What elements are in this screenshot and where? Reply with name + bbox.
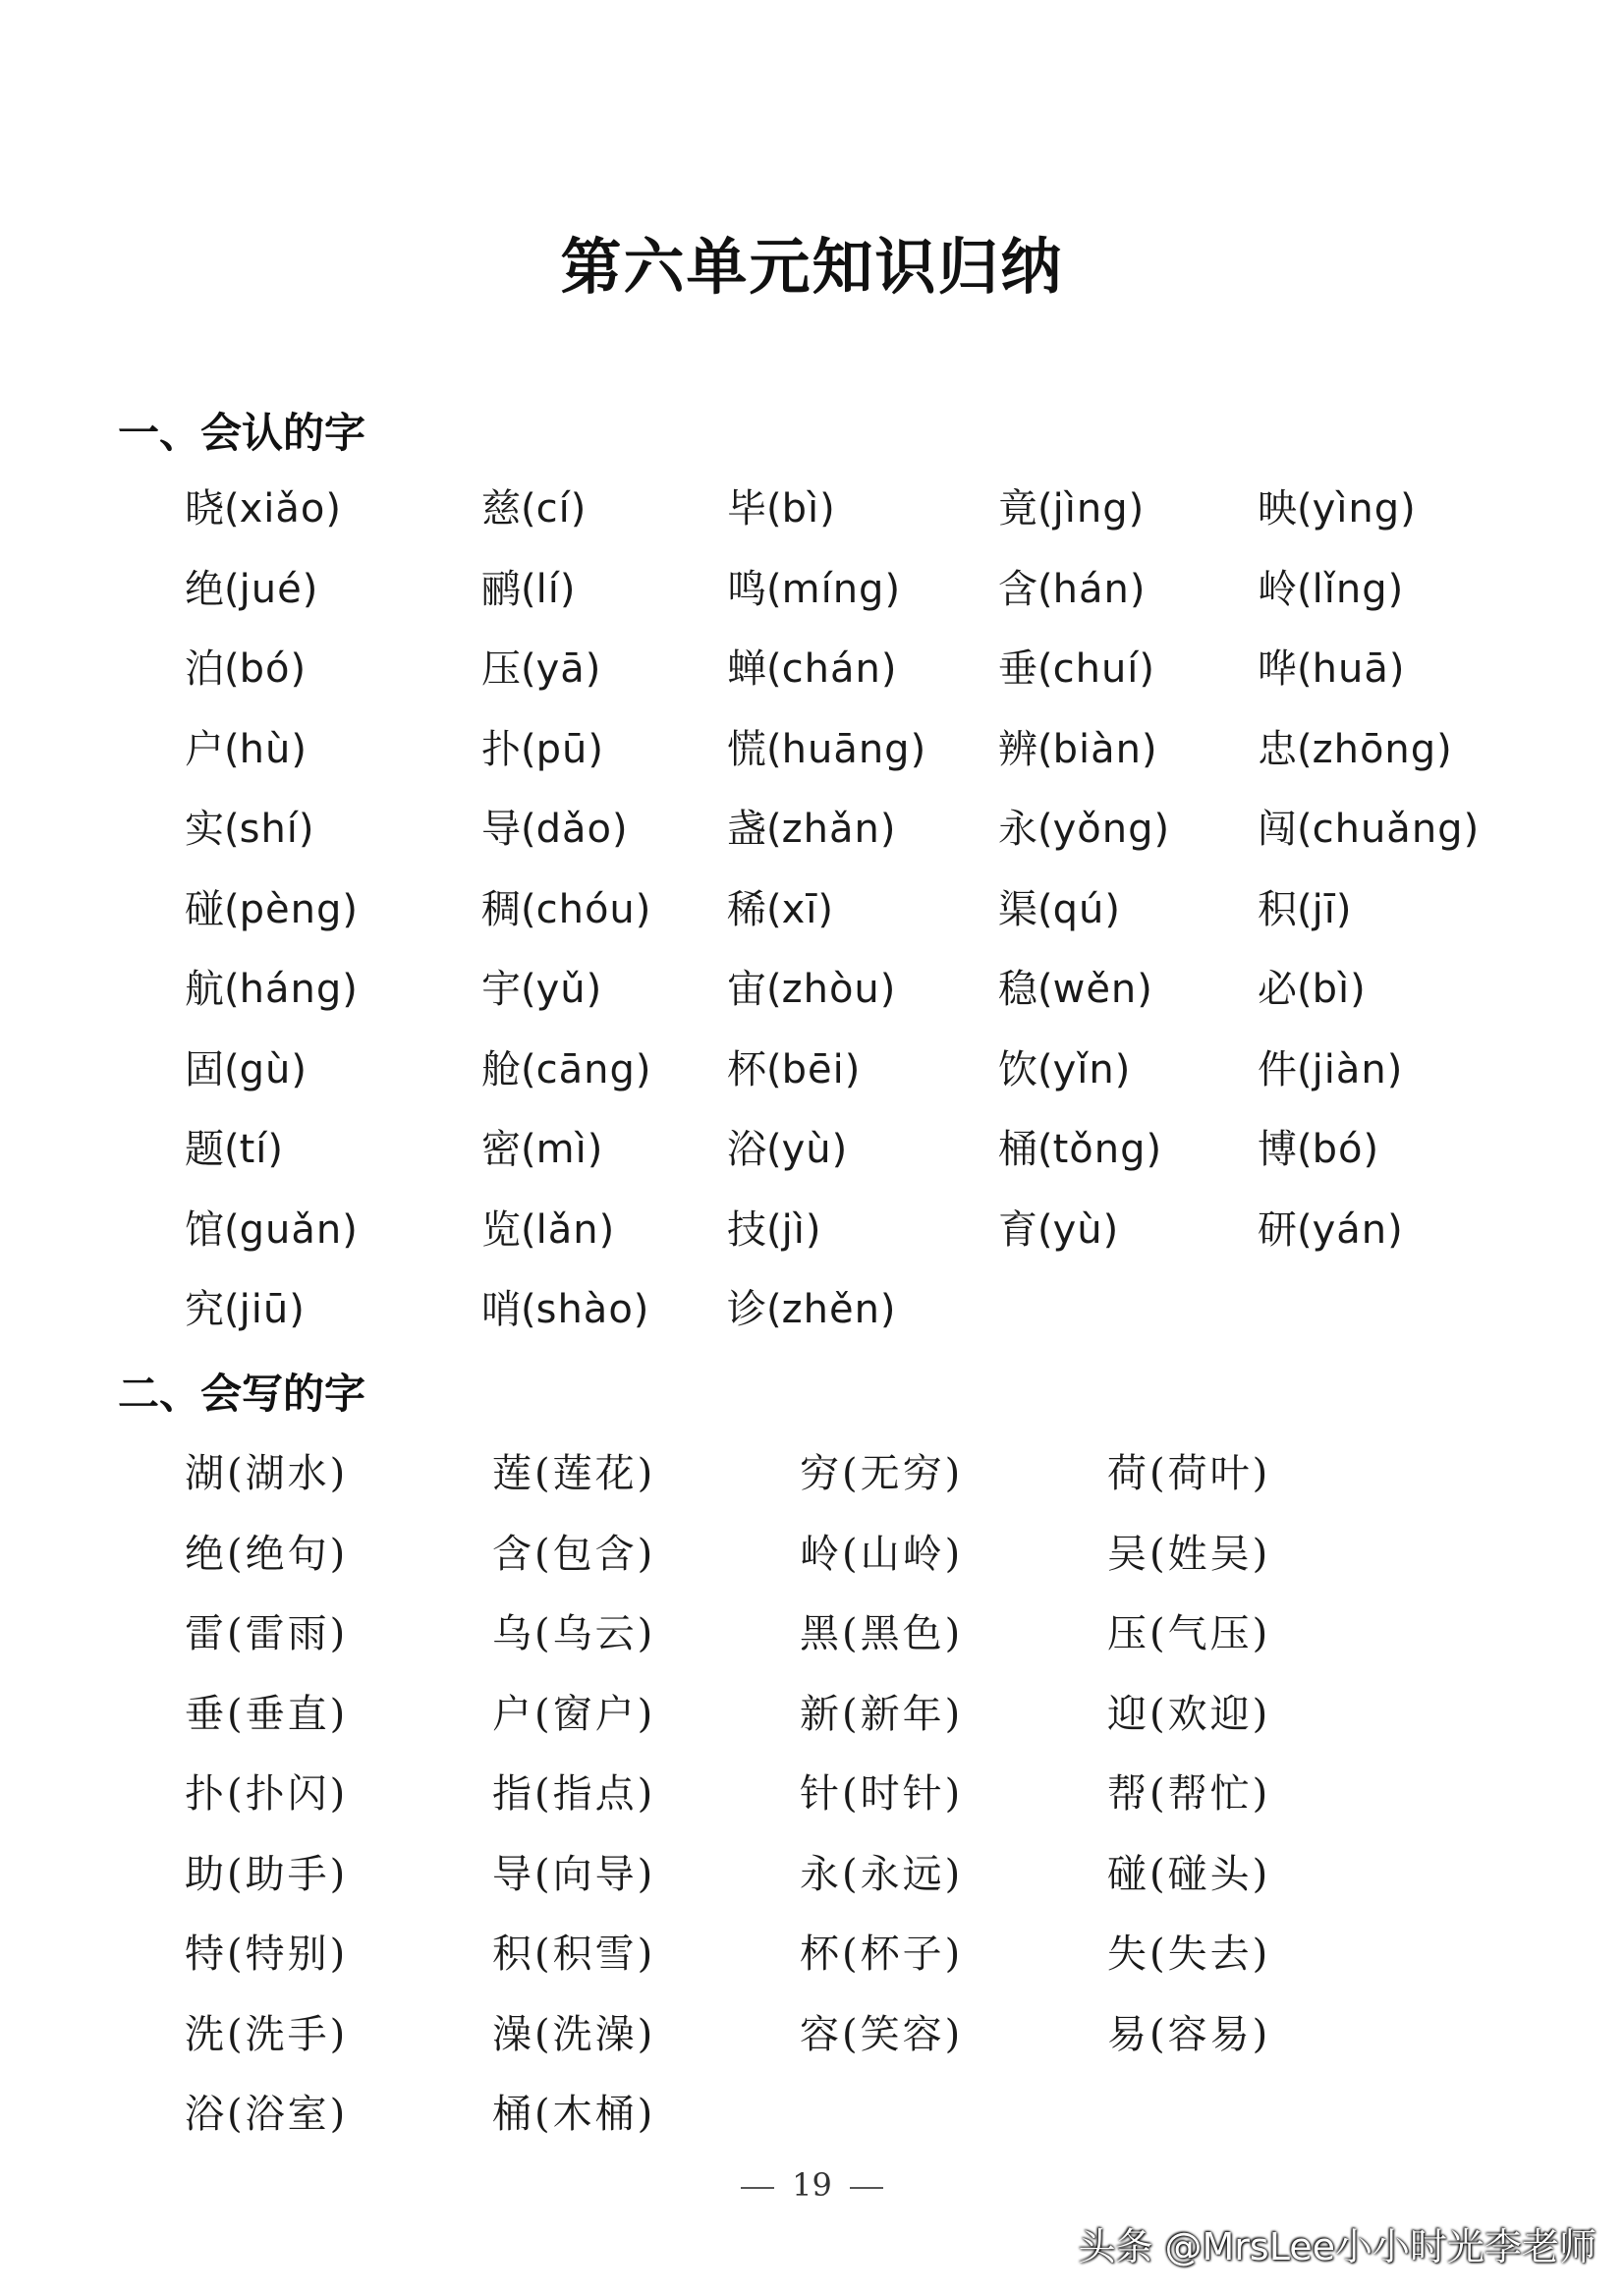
character: 育 <box>998 1206 1037 1253</box>
character: 研 <box>1258 1206 1297 1253</box>
write-item: 永(永远) <box>800 1851 964 1897</box>
recognize-item: 稀(xī) <box>727 886 834 932</box>
recognize-item: 慈(cí) <box>481 486 587 532</box>
write-item: 桶(木桶) <box>492 2092 656 2137</box>
character: 桶 <box>998 1127 1037 1172</box>
pinyin: lǎn <box>535 1206 599 1253</box>
recognize-item: 蝉(chán) <box>727 646 897 692</box>
recognize-item: 览(lǎn) <box>481 1206 615 1253</box>
pinyin: jué <box>239 566 303 612</box>
pinyin: háng <box>239 967 343 1012</box>
character: 绝 <box>185 566 224 612</box>
character: 碰 <box>185 886 224 932</box>
character: 件 <box>1258 1046 1297 1092</box>
character: 密 <box>481 1127 521 1172</box>
pinyin: lǐng <box>1312 566 1388 612</box>
write-item: 绝(绝句) <box>185 1531 349 1577</box>
write-item: 雷(雷雨) <box>185 1611 349 1656</box>
pinyin: lí <box>535 566 560 612</box>
character: 鸣 <box>727 566 766 612</box>
example-word: 欢迎 <box>1167 1691 1253 1737</box>
character: 助 <box>185 1851 227 1897</box>
character: 馆 <box>185 1206 224 1253</box>
recognize-item: 育(yù) <box>998 1206 1119 1253</box>
character: 哨 <box>481 1287 521 1332</box>
character: 题 <box>185 1127 224 1172</box>
character: 澡 <box>492 2011 534 2057</box>
recognize-item: 岭(lǐng) <box>1258 566 1404 612</box>
pinyin: yù <box>781 1127 832 1172</box>
recognize-item: 绝(jué) <box>185 566 318 612</box>
pinyin: bó <box>1312 1127 1364 1172</box>
pinyin: chán <box>781 646 881 692</box>
recognize-item: 馆(guǎn) <box>185 1206 358 1253</box>
pinyin: pèng <box>239 886 343 932</box>
section-heading-recognize: 一、会认的字 <box>118 409 366 457</box>
character: 户 <box>185 726 224 772</box>
character: 扑 <box>185 1771 227 1817</box>
write-item: 扑(扑闪) <box>185 1771 349 1817</box>
character: 稳 <box>998 967 1037 1012</box>
recognize-item: 固(gù) <box>185 1046 307 1092</box>
character: 慈 <box>481 486 521 532</box>
character: 岭 <box>800 1531 842 1577</box>
recognize-item: 杯(bēi) <box>727 1046 861 1092</box>
character: 杯 <box>727 1046 766 1092</box>
character: 浴 <box>185 2092 227 2137</box>
pinyin: tí <box>239 1127 268 1172</box>
character: 航 <box>185 967 224 1012</box>
character: 哗 <box>1258 646 1297 692</box>
recognize-item: 件(jiàn) <box>1258 1046 1403 1092</box>
recognize-item: 永(yǒng) <box>998 807 1170 852</box>
pinyin: hán <box>1052 566 1130 612</box>
pinyin: zhǎn <box>781 807 880 852</box>
pinyin: yán <box>1312 1206 1388 1253</box>
recognize-item: 含(hán) <box>998 566 1146 612</box>
character: 垂 <box>185 1691 227 1737</box>
character: 垂 <box>998 646 1037 692</box>
recognize-item: 闯(chuǎng) <box>1258 807 1480 852</box>
recognize-item: 忠(zhōng) <box>1258 726 1452 772</box>
pinyin: pū <box>535 726 588 772</box>
character: 乌 <box>492 1611 534 1656</box>
example-word: 杯子 <box>860 1932 945 1977</box>
pinyin: chóu <box>535 886 636 932</box>
write-item: 穷(无穷) <box>800 1451 964 1496</box>
example-word: 特别 <box>245 1932 330 1977</box>
recognize-item: 盏(zhǎn) <box>727 807 896 852</box>
character: 易 <box>1107 2011 1149 2057</box>
write-item: 湖(湖水) <box>185 1451 349 1496</box>
example-word: 包含 <box>552 1531 638 1577</box>
pinyin: yā <box>535 646 586 692</box>
character: 含 <box>492 1531 534 1577</box>
recognize-item: 辨(biàn) <box>998 726 1157 772</box>
character: 诊 <box>727 1287 766 1332</box>
recognize-item: 渠(qú) <box>998 886 1120 932</box>
example-word: 新年 <box>860 1691 945 1737</box>
character: 技 <box>727 1206 766 1253</box>
pinyin: tǒng <box>1052 1127 1147 1172</box>
recognize-item: 实(shí) <box>185 807 314 852</box>
character: 鹂 <box>481 566 521 612</box>
pinyin: jī <box>1312 886 1336 932</box>
recognize-item: 积(jī) <box>1258 886 1352 932</box>
example-word: 木桶 <box>552 2092 638 2137</box>
write-item: 杯(杯子) <box>800 1932 964 1977</box>
pinyin: shào <box>535 1287 634 1332</box>
example-word: 扑闪 <box>245 1771 330 1817</box>
recognize-item: 鹂(lí) <box>481 566 576 612</box>
page-number-dash-left <box>741 2187 774 2189</box>
pinyin: yìng <box>1312 486 1401 532</box>
character: 穷 <box>800 1451 842 1496</box>
character: 扑 <box>481 726 521 772</box>
character: 浴 <box>727 1127 766 1172</box>
example-word: 莲花 <box>552 1451 638 1496</box>
character: 渠 <box>998 886 1037 932</box>
example-word: 容易 <box>1167 2011 1253 2057</box>
example-word: 无穷 <box>860 1451 945 1496</box>
example-word: 垂直 <box>245 1691 330 1737</box>
character: 含 <box>998 566 1037 612</box>
pinyin: xī <box>781 886 818 932</box>
recognize-item: 饮(yǐn) <box>998 1046 1131 1092</box>
watermark: 头条 @MrsLee小小时光李老师 <box>1078 2225 1596 2268</box>
recognize-item: 慌(huāng) <box>727 726 926 772</box>
character: 必 <box>1258 967 1297 1012</box>
recognize-item: 博(bó) <box>1258 1127 1379 1172</box>
pinyin: huāng <box>781 726 911 772</box>
write-item: 失(失去) <box>1107 1932 1271 1977</box>
character: 杯 <box>800 1932 842 1977</box>
page-title: 第六单元知识归纳 <box>560 231 1064 303</box>
write-item: 户(窗户) <box>492 1691 656 1737</box>
pinyin: biàn <box>1052 726 1142 772</box>
example-word: 浴室 <box>245 2092 330 2137</box>
write-item: 碰(碰头) <box>1107 1851 1271 1897</box>
page-number-value: 19 <box>792 2166 832 2204</box>
recognize-item: 映(yìng) <box>1258 486 1416 532</box>
write-item: 浴(浴室) <box>185 2092 349 2137</box>
write-item: 荷(荷叶) <box>1107 1451 1271 1496</box>
recognize-item: 宇(yǔ) <box>481 967 602 1012</box>
recognize-item: 毕(bì) <box>727 486 835 532</box>
example-word: 湖水 <box>245 1451 330 1496</box>
pinyin: chuǎng <box>1312 807 1464 852</box>
recognize-item: 导(dǎo) <box>481 807 628 852</box>
character: 户 <box>492 1691 534 1737</box>
write-item: 岭(山岭) <box>800 1531 964 1577</box>
example-word: 洗澡 <box>552 2011 638 2057</box>
character: 博 <box>1258 1127 1297 1172</box>
character: 容 <box>800 2011 842 2057</box>
character: 竟 <box>998 486 1037 532</box>
character: 指 <box>492 1771 534 1817</box>
character: 稠 <box>481 886 521 932</box>
character: 慌 <box>727 726 766 772</box>
recognize-item: 稳(wěn) <box>998 967 1152 1012</box>
write-item: 压(气压) <box>1107 1611 1271 1656</box>
recognize-item: 浴(yù) <box>727 1127 848 1172</box>
pinyin: qú <box>1052 886 1105 932</box>
character: 究 <box>185 1287 224 1332</box>
pinyin: mì <box>535 1127 588 1172</box>
character: 积 <box>492 1932 534 1977</box>
write-item: 吴(姓吴) <box>1107 1531 1271 1577</box>
recognize-item: 宙(zhòu) <box>727 967 896 1012</box>
write-item: 特(特别) <box>185 1932 349 1977</box>
write-item: 新(新年) <box>800 1691 964 1737</box>
recognize-item: 究(jiū) <box>185 1287 305 1332</box>
recognize-item: 竟(jìng) <box>998 486 1145 532</box>
recognize-item: 扑(pū) <box>481 726 603 772</box>
write-item: 垂(垂直) <box>185 1691 349 1737</box>
example-word: 笑容 <box>860 2011 945 2057</box>
example-word: 助手 <box>245 1851 330 1897</box>
recognize-item: 密(mì) <box>481 1127 603 1172</box>
character: 迎 <box>1107 1691 1149 1737</box>
recognize-item: 桶(tǒng) <box>998 1127 1162 1172</box>
pinyin: guǎn <box>239 1206 343 1253</box>
character: 帮 <box>1107 1771 1149 1817</box>
pinyin: zhōng <box>1312 726 1437 772</box>
pinyin: bì <box>781 486 820 532</box>
character: 黑 <box>800 1611 842 1656</box>
character: 泊 <box>185 646 224 692</box>
write-item: 容(笑容) <box>800 2011 964 2057</box>
character: 蝉 <box>727 646 766 692</box>
pinyin: bì <box>1312 967 1351 1012</box>
write-item: 针(时针) <box>800 1771 964 1817</box>
pinyin: zhòu <box>781 967 880 1012</box>
section-heading-write: 二、会写的字 <box>118 1370 366 1418</box>
recognize-item: 舱(cāng) <box>481 1046 651 1092</box>
write-item: 易(容易) <box>1107 2011 1271 2057</box>
character: 碰 <box>1107 1851 1149 1897</box>
example-word: 窗户 <box>552 1691 638 1737</box>
character: 压 <box>481 646 521 692</box>
write-item: 帮(帮忙) <box>1107 1771 1271 1817</box>
write-item: 指(指点) <box>492 1771 656 1817</box>
character: 映 <box>1258 486 1297 532</box>
page-number <box>0 2166 1624 2204</box>
example-word: 帮忙 <box>1167 1771 1253 1817</box>
pinyin: yǔ <box>535 967 587 1012</box>
character: 桶 <box>492 2092 534 2137</box>
pinyin: yù <box>1052 1206 1103 1253</box>
example-word: 姓吴 <box>1167 1531 1253 1577</box>
pinyin: jì <box>781 1206 806 1253</box>
character: 实 <box>185 807 224 852</box>
example-word: 洗手 <box>245 2011 330 2057</box>
character: 辨 <box>998 726 1037 772</box>
character: 永 <box>998 807 1037 852</box>
recognize-item: 研(yán) <box>1258 1206 1403 1253</box>
character: 新 <box>800 1691 842 1737</box>
pinyin: zhěn <box>781 1287 880 1332</box>
character: 导 <box>492 1851 534 1897</box>
character: 固 <box>185 1046 224 1092</box>
character: 莲 <box>492 1451 534 1496</box>
pinyin: jìng <box>1052 486 1129 532</box>
character: 览 <box>481 1206 521 1253</box>
write-item: 迎(欢迎) <box>1107 1691 1271 1737</box>
pinyin: jiū <box>239 1287 290 1332</box>
character: 特 <box>185 1932 227 1977</box>
recognize-item: 哗(huā) <box>1258 646 1405 692</box>
recognize-item: 必(bì) <box>1258 967 1366 1012</box>
pinyin: yǒng <box>1052 807 1154 852</box>
character: 晓 <box>185 486 224 532</box>
character: 洗 <box>185 2011 227 2057</box>
recognize-item: 鸣(míng) <box>727 566 901 612</box>
example-word: 乌云 <box>552 1611 638 1656</box>
write-item: 含(包含) <box>492 1531 656 1577</box>
character: 饮 <box>998 1046 1037 1092</box>
pinyin: cāng <box>535 1046 636 1092</box>
pinyin: xiǎo <box>239 486 326 532</box>
example-word: 荷叶 <box>1167 1451 1253 1496</box>
example-word: 向导 <box>552 1851 638 1897</box>
example-word: 永远 <box>860 1851 945 1897</box>
pinyin: míng <box>781 566 885 612</box>
example-word: 时针 <box>860 1771 945 1817</box>
recognize-item: 泊(bó) <box>185 646 307 692</box>
recognize-item: 题(tí) <box>185 1127 284 1172</box>
example-word: 失去 <box>1167 1932 1253 1977</box>
example-word: 指点 <box>552 1771 638 1817</box>
write-item: 莲(莲花) <box>492 1451 656 1496</box>
character: 稀 <box>727 886 766 932</box>
character: 吴 <box>1107 1531 1149 1577</box>
recognize-item: 技(jì) <box>727 1206 821 1253</box>
recognize-item: 碰(pèng) <box>185 886 358 932</box>
pinyin: yǐn <box>1052 1046 1115 1092</box>
pinyin: cí <box>535 486 571 532</box>
character: 绝 <box>185 1531 227 1577</box>
character: 湖 <box>185 1451 227 1496</box>
pinyin: bó <box>239 646 291 692</box>
pinyin: bēi <box>781 1046 845 1092</box>
example-word: 山岭 <box>860 1531 945 1577</box>
write-item: 澡(洗澡) <box>492 2011 656 2057</box>
pinyin: jiàn <box>1312 1046 1387 1092</box>
recognize-item: 压(yā) <box>481 646 601 692</box>
pinyin: dǎo <box>535 807 612 852</box>
pinyin: shí <box>239 807 299 852</box>
recognize-item: 垂(chuí) <box>998 646 1155 692</box>
example-word: 积雪 <box>552 1932 638 1977</box>
page-number-dash-right <box>850 2187 883 2189</box>
character: 毕 <box>727 486 766 532</box>
pinyin: huā <box>1312 646 1389 692</box>
character: 荷 <box>1107 1451 1149 1496</box>
pinyin: hù <box>239 726 292 772</box>
write-item: 乌(乌云) <box>492 1611 656 1656</box>
character: 雷 <box>185 1611 227 1656</box>
recognize-item: 诊(zhěn) <box>727 1287 896 1332</box>
pinyin: wěn <box>1052 967 1138 1012</box>
character: 永 <box>800 1851 842 1897</box>
write-item: 积(积雪) <box>492 1932 656 1977</box>
recognize-item: 户(hù) <box>185 726 307 772</box>
character: 闯 <box>1258 807 1297 852</box>
recognize-item: 哨(shào) <box>481 1287 649 1332</box>
example-word: 黑色 <box>860 1611 945 1656</box>
character: 舱 <box>481 1046 521 1092</box>
pinyin: gù <box>239 1046 292 1092</box>
character: 压 <box>1107 1611 1149 1656</box>
example-word: 雷雨 <box>245 1611 330 1656</box>
character: 针 <box>800 1771 842 1817</box>
pinyin: chuí <box>1052 646 1140 692</box>
character: 岭 <box>1258 566 1297 612</box>
recognize-item: 稠(chóu) <box>481 886 651 932</box>
character: 宇 <box>481 967 521 1012</box>
example-word: 碰头 <box>1167 1851 1253 1897</box>
character: 导 <box>481 807 521 852</box>
character: 宙 <box>727 967 766 1012</box>
recognize-characters-grid <box>185 479 1552 1361</box>
example-word: 绝句 <box>245 1531 330 1577</box>
character: 积 <box>1258 886 1297 932</box>
character: 盏 <box>727 807 766 852</box>
write-item: 助(助手) <box>185 1851 349 1897</box>
recognize-item: 航(háng) <box>185 967 358 1012</box>
character: 忠 <box>1258 726 1297 772</box>
character: 失 <box>1107 1932 1149 1977</box>
write-item: 黑(黑色) <box>800 1611 964 1656</box>
write-characters-grid <box>185 1444 1415 2165</box>
example-word: 气压 <box>1167 1611 1253 1656</box>
write-item: 洗(洗手) <box>185 2011 349 2057</box>
recognize-item: 晓(xiǎo) <box>185 486 341 532</box>
write-item: 导(向导) <box>492 1851 656 1897</box>
